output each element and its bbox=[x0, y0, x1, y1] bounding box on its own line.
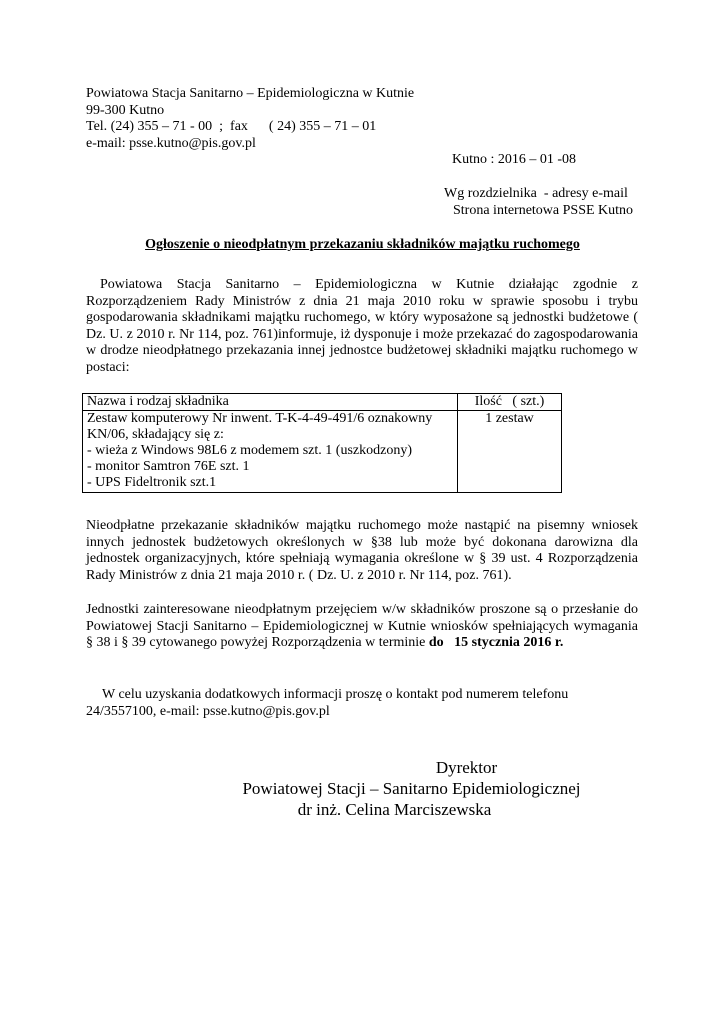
sender-postal: 99-300 Kutno bbox=[86, 102, 165, 118]
sender-org: Powiatowa Stacja Sanitarno – Epidemiologiczna w Kutnie bbox=[86, 86, 415, 101]
signature-name: dr inż. Celina Marciszewska bbox=[297, 800, 492, 819]
deadline-date: do 15 stycznia 2016 r. bbox=[428, 635, 564, 650]
signature-institution: Powiatowej Stacji – Sanitarno Epidemiologicznej bbox=[242, 779, 581, 798]
paragraph-application-deadline bbox=[86, 602, 638, 652]
table-header-quantity: Ilość ( szt.) bbox=[458, 394, 562, 411]
recipients-line-1: Wg rozdzielnika - adresy e-mail bbox=[444, 186, 628, 201]
table-cell-name bbox=[83, 411, 458, 493]
paragraph-transfer-conditions: Nieodpłatne przekazanie składników majątku ruchomego może nastąpić na pisemny wniosek innych jednostek budżetowych określonych w §38 lub może być dokonana darowizna dla jednostek organizacyjnych, które spełniają wymagania określone w § 39 ust. 4 Rozporządzenia Rady Ministrów z dnia 21 maja 2010 r. ( Dz. U. z 2010 r. Nr 114, poz. 761). bbox=[86, 518, 638, 583]
deadline-text: Jednostki zainteresowane nieodpłatnym przejęciem w/w składników proszone są o przesłanie do Powiatowej Stacji Sanitarno – Epidemiologicznej w Kutnie wniosków spełniających wymagania § 38 i § 39 cytowanego powyżej Rozporządzenia w terminie bbox=[86, 602, 638, 650]
asset-line: - UPS Fideltronik szt.1 bbox=[87, 475, 217, 490]
table-cell-quantity: 1 zestaw bbox=[458, 411, 562, 493]
signature-block bbox=[0, 757, 725, 820]
table-header-row bbox=[83, 394, 562, 411]
sender-email: e-mail: psse.kutno@pis.gov.pl bbox=[86, 135, 256, 151]
recipients-block bbox=[444, 186, 633, 219]
sender-phone: Tel. (24) 355 – 71 - 00 ; fax ( 24) 355 – 71 – 01 bbox=[86, 119, 377, 134]
intro-paragraph bbox=[86, 277, 638, 376]
contact-line-1: W celu uzyskania dodatkowych informacji proszę o kontakt pod numerem telefonu bbox=[102, 687, 569, 702]
recipients-line-2: Strona internetowa PSSE Kutno bbox=[453, 202, 634, 218]
asset-line: - monitor Samtron 76E szt. 1 bbox=[87, 459, 250, 474]
asset-line: Zestaw komputerowy Nr inwent. T-K-4-49-491/6 oznakowny bbox=[87, 411, 433, 426]
asset-line: - wieża z Windows 98L6 z modemem szt. 1 (uszkodzony) bbox=[87, 443, 412, 458]
intro-text: Powiatowa Stacja Sanitarno – Epidemiologiczna w Kutnie działając zgodnie z Rozporządzeniem Rady Ministrów z dnia 21 maja 2010 roku w sprawie sposobu i trybu gospodarowania składnikami majątku ruchomego, w który wyposażone są jednostki budżetowe ( Dz. U. z 2010 r. Nr 114, poz. 761)informuje, iż dysponuje i może przekazać do zagospodarowania w drodze nieodpłatnego przekazania innej jednostce budżetowej składniki majątku ruchomego w postaci: bbox=[86, 277, 638, 375]
asset-line: KN/06, składający się z: bbox=[87, 427, 224, 442]
table-header-name: Nazwa i rodzaj składnika bbox=[83, 394, 458, 411]
contact-line-2: 24/3557100, e-mail: psse.kutno@pis.gov.pl bbox=[86, 703, 330, 719]
document-title: Ogłoszenie o nieodpłatnym przekazaniu składników majątku ruchomego bbox=[145, 237, 580, 252]
assets-table bbox=[82, 393, 562, 493]
paragraph-contact bbox=[86, 687, 638, 720]
signature-role: Dyrektor bbox=[435, 758, 498, 777]
document-date: Kutno : 2016 – 01 -08 bbox=[452, 152, 577, 167]
sender-address-block bbox=[86, 86, 414, 152]
table-row bbox=[83, 411, 562, 493]
